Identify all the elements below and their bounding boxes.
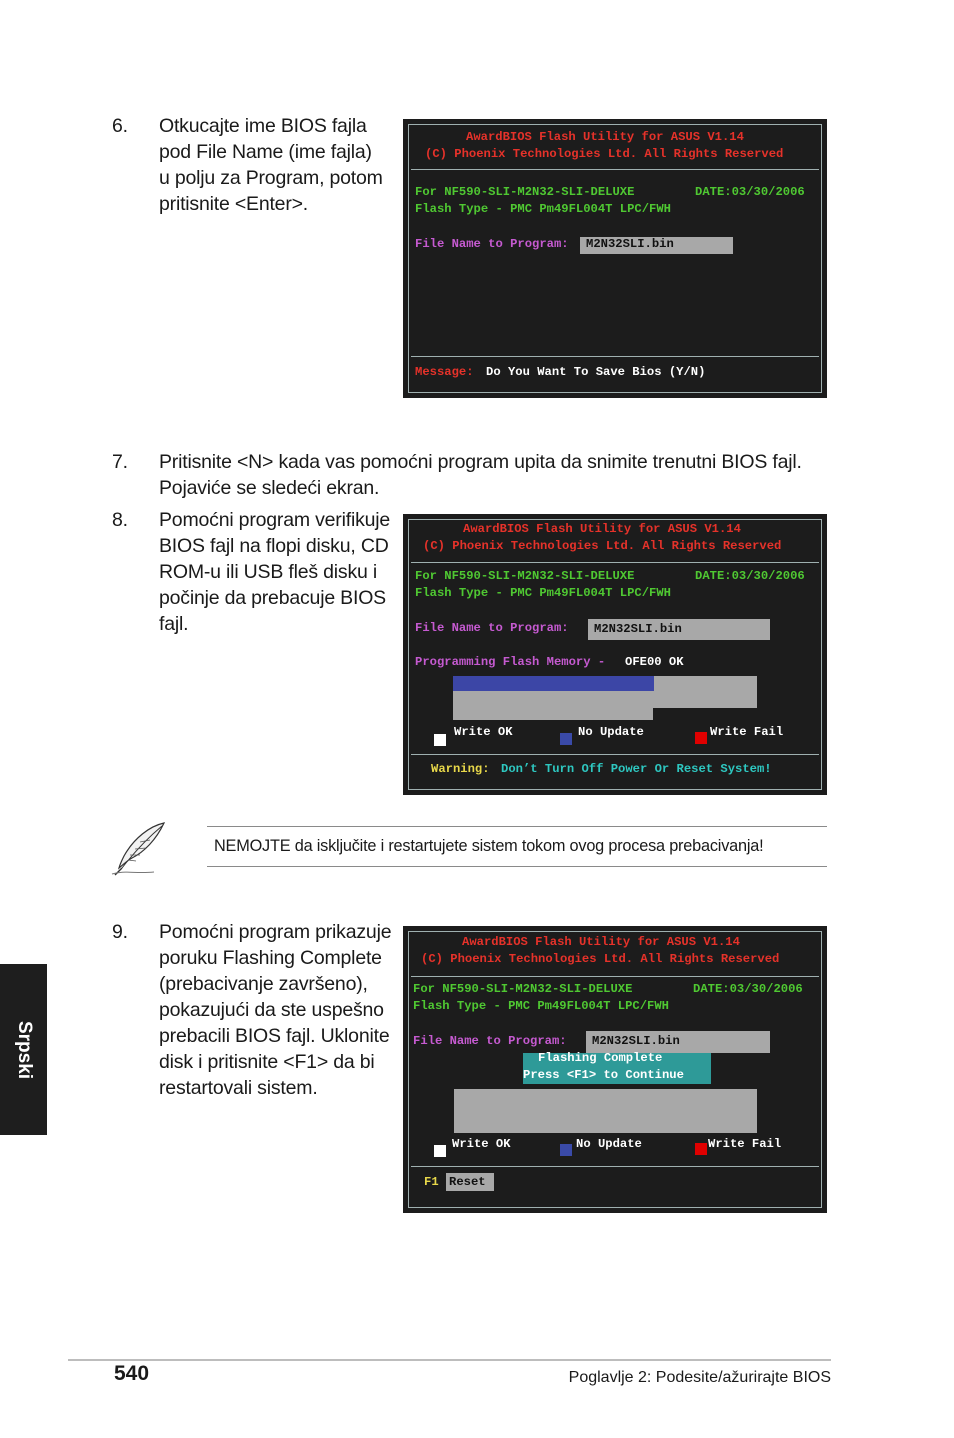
divider [411,562,819,563]
step-line: Otkucajte ime BIOS fajla [159,115,367,137]
step-line: pod File Name (ime fajla) [159,141,372,163]
programming-value: OFE00 OK [625,655,684,669]
legend-write-fail: Write Fail [710,725,784,739]
file-name-value: M2N32SLI.bin [586,237,674,251]
step-line: Pomoćni program verifikuje [159,509,391,531]
flash-progress-bar [453,676,757,720]
feather-quill-icon [110,820,170,878]
bios-board: For NF590-SLI-M2N32-SLI-DELUXE [415,185,635,199]
footer-rule [68,1359,831,1361]
write-ok-swatch [434,1145,446,1157]
legend-no-update: No Update [578,725,644,739]
message-text: Do You Want To Save Bios (Y/N) [486,365,706,379]
step-number: 9. [112,921,128,943]
file-name-input[interactable] [588,619,770,640]
bios-flash-type: Flash Type - PMC Pm49FL004T LPC/FWH [415,586,671,600]
legend-write-fail: Write Fail [708,1137,782,1151]
page-number: 540 [114,1362,150,1385]
step-line: pritisnite <Enter>. [159,193,309,215]
step-line: prebacili BIOS fajl. Uklonite [159,1025,390,1047]
step-line: počinje da prebacuje BIOS [159,587,386,609]
bios-screen-flashing-complete [403,926,827,1213]
divider [411,976,819,977]
flashing-complete-text: Flashing Complete [538,1051,663,1065]
bios-frame [408,124,822,393]
bios-copyright: (C) Phoenix Technologies Ltd. All Rights Reserved [421,952,780,966]
chapter-title: Poglavlje 2: Podesite/ažurirajte BIOS [568,1369,831,1386]
file-name-label: File Name to Program: [413,1034,567,1048]
side-tab-label: Srpski [13,1020,35,1079]
step-line: (prebacivanje završeno), [159,973,368,995]
note-text: NEMOJTE da isključite i restartujete sistem tokom ovog procesa prebacivanja! [214,837,764,855]
reset-button[interactable] [446,1173,494,1191]
step-text [159,113,399,217]
bios-date: DATE:03/30/2006 [695,185,805,199]
flash-progress-bar [454,1089,757,1133]
step-number: 8. [112,509,128,531]
step-line: Pojaviće se sledeći ekran. [159,477,380,499]
file-name-label: File Name to Program: [415,621,569,635]
step-line: u polju za Program, potom [159,167,383,189]
step-line: poruku Flashing Complete [159,947,382,969]
step-text [159,507,399,637]
step-line: restartovali sistem. [159,1077,318,1099]
bios-screen-save-prompt [403,119,827,398]
warning-text: Don’t Turn Off Power Or Reset System! [501,762,772,776]
divider [411,356,819,357]
flashing-complete-dialog [523,1053,711,1084]
step-line: pokazujući da ste uspešno [159,999,384,1021]
bios-screen-programming [403,514,827,795]
step-text [159,919,399,1101]
message-label: Message: [415,365,474,379]
divider [411,754,819,755]
file-name-value: M2N32SLI.bin [592,1034,680,1048]
bios-flash-type: Flash Type - PMC Pm49FL004T LPC/FWH [413,999,669,1013]
no-update-swatch [560,1144,572,1156]
step-line: Pomoćni program prikazuje [159,921,392,943]
legend-write-ok: Write OK [454,725,513,739]
file-name-label: File Name to Program: [415,237,569,251]
language-side-tab [0,964,47,1135]
flash-progress-fill [453,676,654,691]
file-name-value: M2N32SLI.bin [594,622,682,636]
step-number: 7. [112,451,128,473]
press-f1-text: Press <F1> to Continue [523,1068,684,1082]
no-update-swatch [560,733,572,745]
flash-progress-track-dark [653,708,757,720]
file-name-input[interactable] [580,237,733,254]
file-name-input[interactable] [586,1031,770,1053]
step-line: ROM-u ili USB fleš disku i [159,561,378,583]
step-line: fajl. [159,613,189,635]
step-line: BIOS fajl na flopi disku, CD [159,535,389,557]
note-bottom-rule [207,866,827,867]
step-line: disk i pritisnite <F1> da bi [159,1051,375,1073]
write-fail-swatch [695,732,707,744]
bios-title: AwardBIOS Flash Utility for ASUS V1.14 [463,522,741,536]
divider [411,169,819,170]
bios-copyright: (C) Phoenix Technologies Ltd. All Rights Reserved [425,147,784,161]
step-line: Pritisnite <N> kada vas pomoćni program upita da snimite trenutni BIOS fajl. [159,451,802,473]
note-top-rule [207,826,827,827]
step-number: 6. [112,115,128,137]
divider [411,1166,819,1167]
bios-title: AwardBIOS Flash Utility for ASUS V1.14 [462,935,740,949]
reset-label: Reset [449,1175,486,1189]
bios-title: AwardBIOS Flash Utility for ASUS V1.14 [466,130,744,144]
legend-no-update: No Update [576,1137,642,1151]
legend-write-ok: Write OK [452,1137,511,1151]
bios-board: For NF590-SLI-M2N32-SLI-DELUXE [413,982,633,996]
bios-board: For NF590-SLI-M2N32-SLI-DELUXE [415,569,635,583]
bios-date: DATE:03/30/2006 [693,982,803,996]
bios-copyright: (C) Phoenix Technologies Ltd. All Rights Reserved [423,539,782,553]
programming-label: Programming Flash Memory - [415,655,606,669]
write-fail-swatch [695,1143,707,1155]
step-text [159,449,839,501]
write-ok-swatch [434,734,446,746]
bios-flash-type: Flash Type - PMC Pm49FL004T LPC/FWH [415,202,671,216]
bios-date: DATE:03/30/2006 [695,569,805,583]
warning-label: Warning: [431,762,490,776]
f1-key[interactable]: F1 [424,1175,439,1189]
